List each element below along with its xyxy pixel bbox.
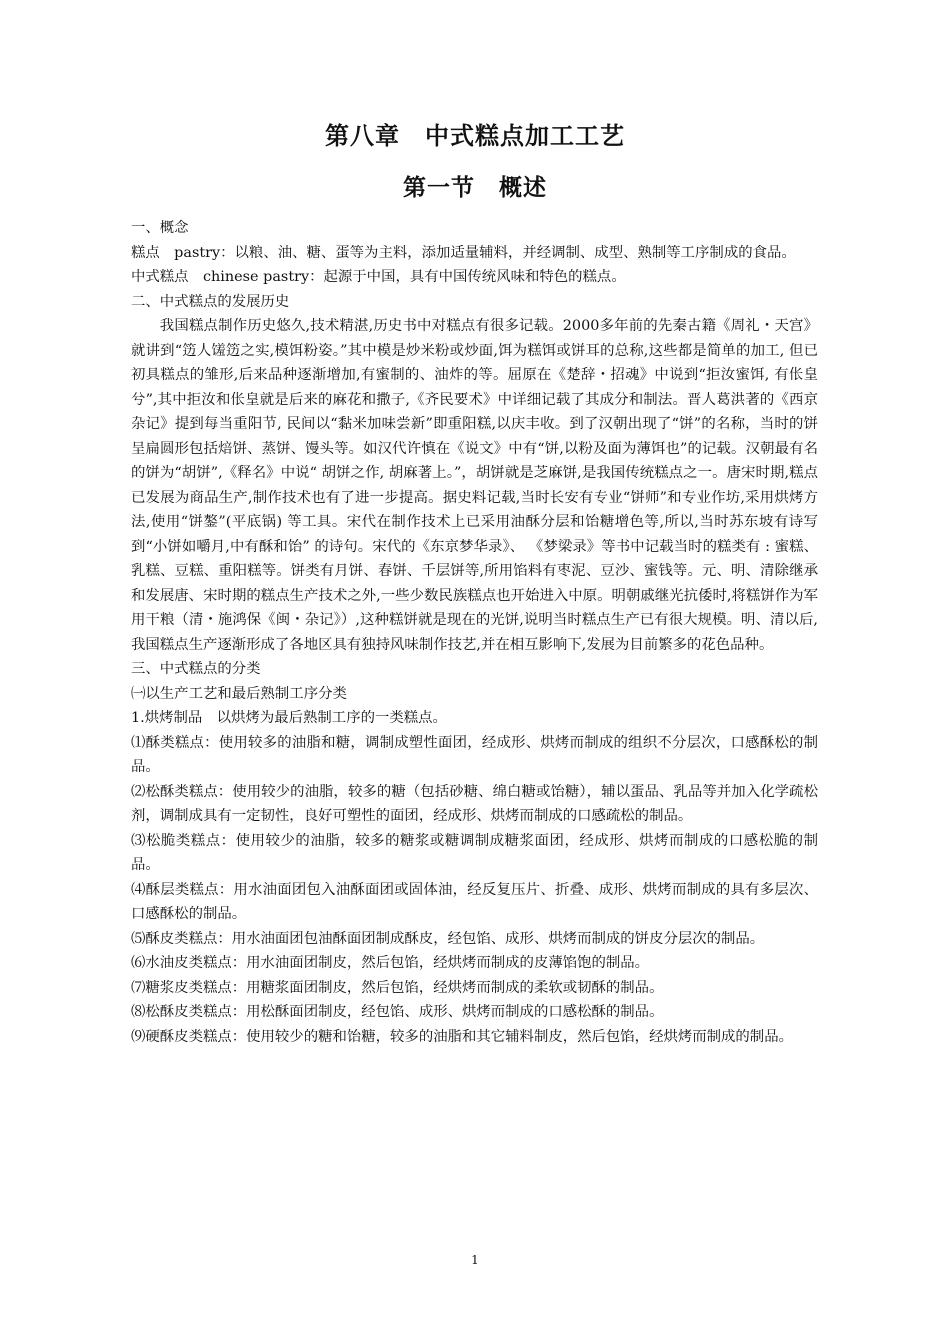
heading-history: 二、中式糕点的发展历史 bbox=[131, 293, 290, 310]
section-title: 第一节 概述 bbox=[403, 175, 547, 201]
item-7: ⑺糖浆皮类糕点：用糖浆面团制皮，然后包馅，经烘烤而制成的柔软或韧酥的制品。 bbox=[131, 979, 664, 996]
subheading-by-process: ㈠以生产工艺和最后熟制工序分类 bbox=[131, 685, 347, 702]
definition-chinese-pastry: 中式糕点 chinese pastry：起源于中国，具有中国传统风味和特色的糕点。 bbox=[131, 269, 626, 285]
item-1: ⑴酥类糕点：使用较多的油脂和糖，调制成塑性面团，经成形、烘烤而制成的组织不分层次，口感酥松的制品。 bbox=[131, 734, 818, 775]
item-6: ⑹水油皮类糕点：用水油面团制皮，然后包馅，经烘烤而制成的皮薄馅饱的制品。 bbox=[131, 955, 650, 971]
heading-concept: 一、概念 bbox=[131, 220, 189, 236]
page-number: 1 bbox=[471, 1253, 479, 1267]
item-baked-products: 1.烘烤制品 以烘烤为最后熟制工序的一类糕点。 bbox=[131, 710, 447, 726]
item-2: ⑵松酥类糕点：使用较少的油脂，较多的糖（包括砂糖、绵白糖或饴糖），辅以蛋品、乳品等并加入化学疏松剂，调制成具有一定韧性，良好可塑性的面团，经成形、烘烤而制成的口感疏松的制品。 bbox=[131, 783, 818, 824]
item-3: ⑶松脆类糕点：使用较少的油脂，较多的糖浆或糖调制成糖浆面团，经成形、烘烤而制成的口感松脆的制品。 bbox=[131, 832, 818, 873]
body-text bbox=[131, 216, 818, 1049]
definition-pastry: 糕点 pastry：以粮、油、糖、蛋等为主料，添加适量辅料，并经调制、成型、熟制等工序制成的食品。 bbox=[131, 244, 796, 261]
item-4: ⑷酥层类糕点：用水油面团包入油酥面团或固体油，经反复压片、折叠、成形、烘烤而制成的具有多层次、口感酥松的制品。 bbox=[131, 881, 818, 922]
item-8: ⑻松酥皮类糕点：用松酥面团制皮，经包馅、成形、烘烤而制成的口感松酥的制品。 bbox=[131, 1004, 664, 1020]
history-paragraph: 我国糕点制作历史悠久,技术精湛,历史书中对糕点有很多记载。2000多年前的先秦古籍《周礼・天宫》就讲到“笾人馐笾之实,模饵粉姿。”其中模是炒米粉或炒面,饵为糕饵或饼耳的总称,这些都是简单的加工, 但已初具糕点的雏形,后来品种逐渐增加,有蜜制的、油炸的等。屈原在《楚辞・招魂》中说到“拒汝蜜饵, 有伥皇兮”,其中拒汝和伥皇就是后来的麻花和撒子,《齐民要术》中详细记载了其成分和制法。晋人葛洪著的《西京杂记》提到每当重阳节, 民间以“黏米加味尝新”即重阳糕,以庆丰收。到了汉朝出现了“饼”的名称，当时的饼呈扁圆形包括焙饼、蒸饼、馒头等。如汉代许慎在《说文》中有“饼,以粉及面为薄饵也”的记载。汉朝最有名的饼为“胡饼”,《释名》中说“ 胡饼之作, 胡麻著上。”，胡饼就是芝麻饼,是我国传统糕点之一。唐宋时期,糕点已发展为商品生产,制作技术也有了进一步提高。据史料记载,当时长安有专业“饼师”和专业作坊,采用烘烤方法,使用“饼鏊”(平底锅) 等工具。宋代在制作技术上已采用油酥分层和饴糖增色等,所以,当时苏东坡有诗写到“小饼如嚼月,中有酥和饴” 的诗句。宋代的《东京梦华录》、 《梦梁录》等书中记载当时的糕类有 : 蜜糕、乳糕、豆糕、重阳糕等。饼类有月饼、春饼、千层饼等,所用馅料有枣泥、豆沙、蜜钱等。元、明、清除继承和发展唐、宋时期的糕点生产技术之外,一些少数民族糕点也开始进入中原。明朝戚继光抗倭时,将糕饼作为军用干粮（清・施鸿保《闽・杂记》）,这种糕饼就是现在的光饼,说明当时糕点生产已有很大规模。明、清以后,我国糕点生产逐渐形成了各地区具有独持风味制作技艺,并在相互影响下,发展为目前繁多的花色品种。 bbox=[131, 318, 818, 653]
chapter-title: 第八章 中式糕点加工工艺 bbox=[325, 122, 625, 150]
item-9: ⑼硬酥皮类糕点：使用较少的糖和饴糖，较多的油脂和其它辅料制皮，然后包馅，经烘烤而制成的制品。 bbox=[131, 1028, 793, 1045]
heading-classification: 三、中式糕点的分类 bbox=[131, 661, 261, 677]
item-5: ⑸酥皮类糕点：用水油面团包油酥面团制成酥皮，经包馅、成形、烘烤而制成的饼皮分层次的制品。 bbox=[131, 930, 765, 947]
